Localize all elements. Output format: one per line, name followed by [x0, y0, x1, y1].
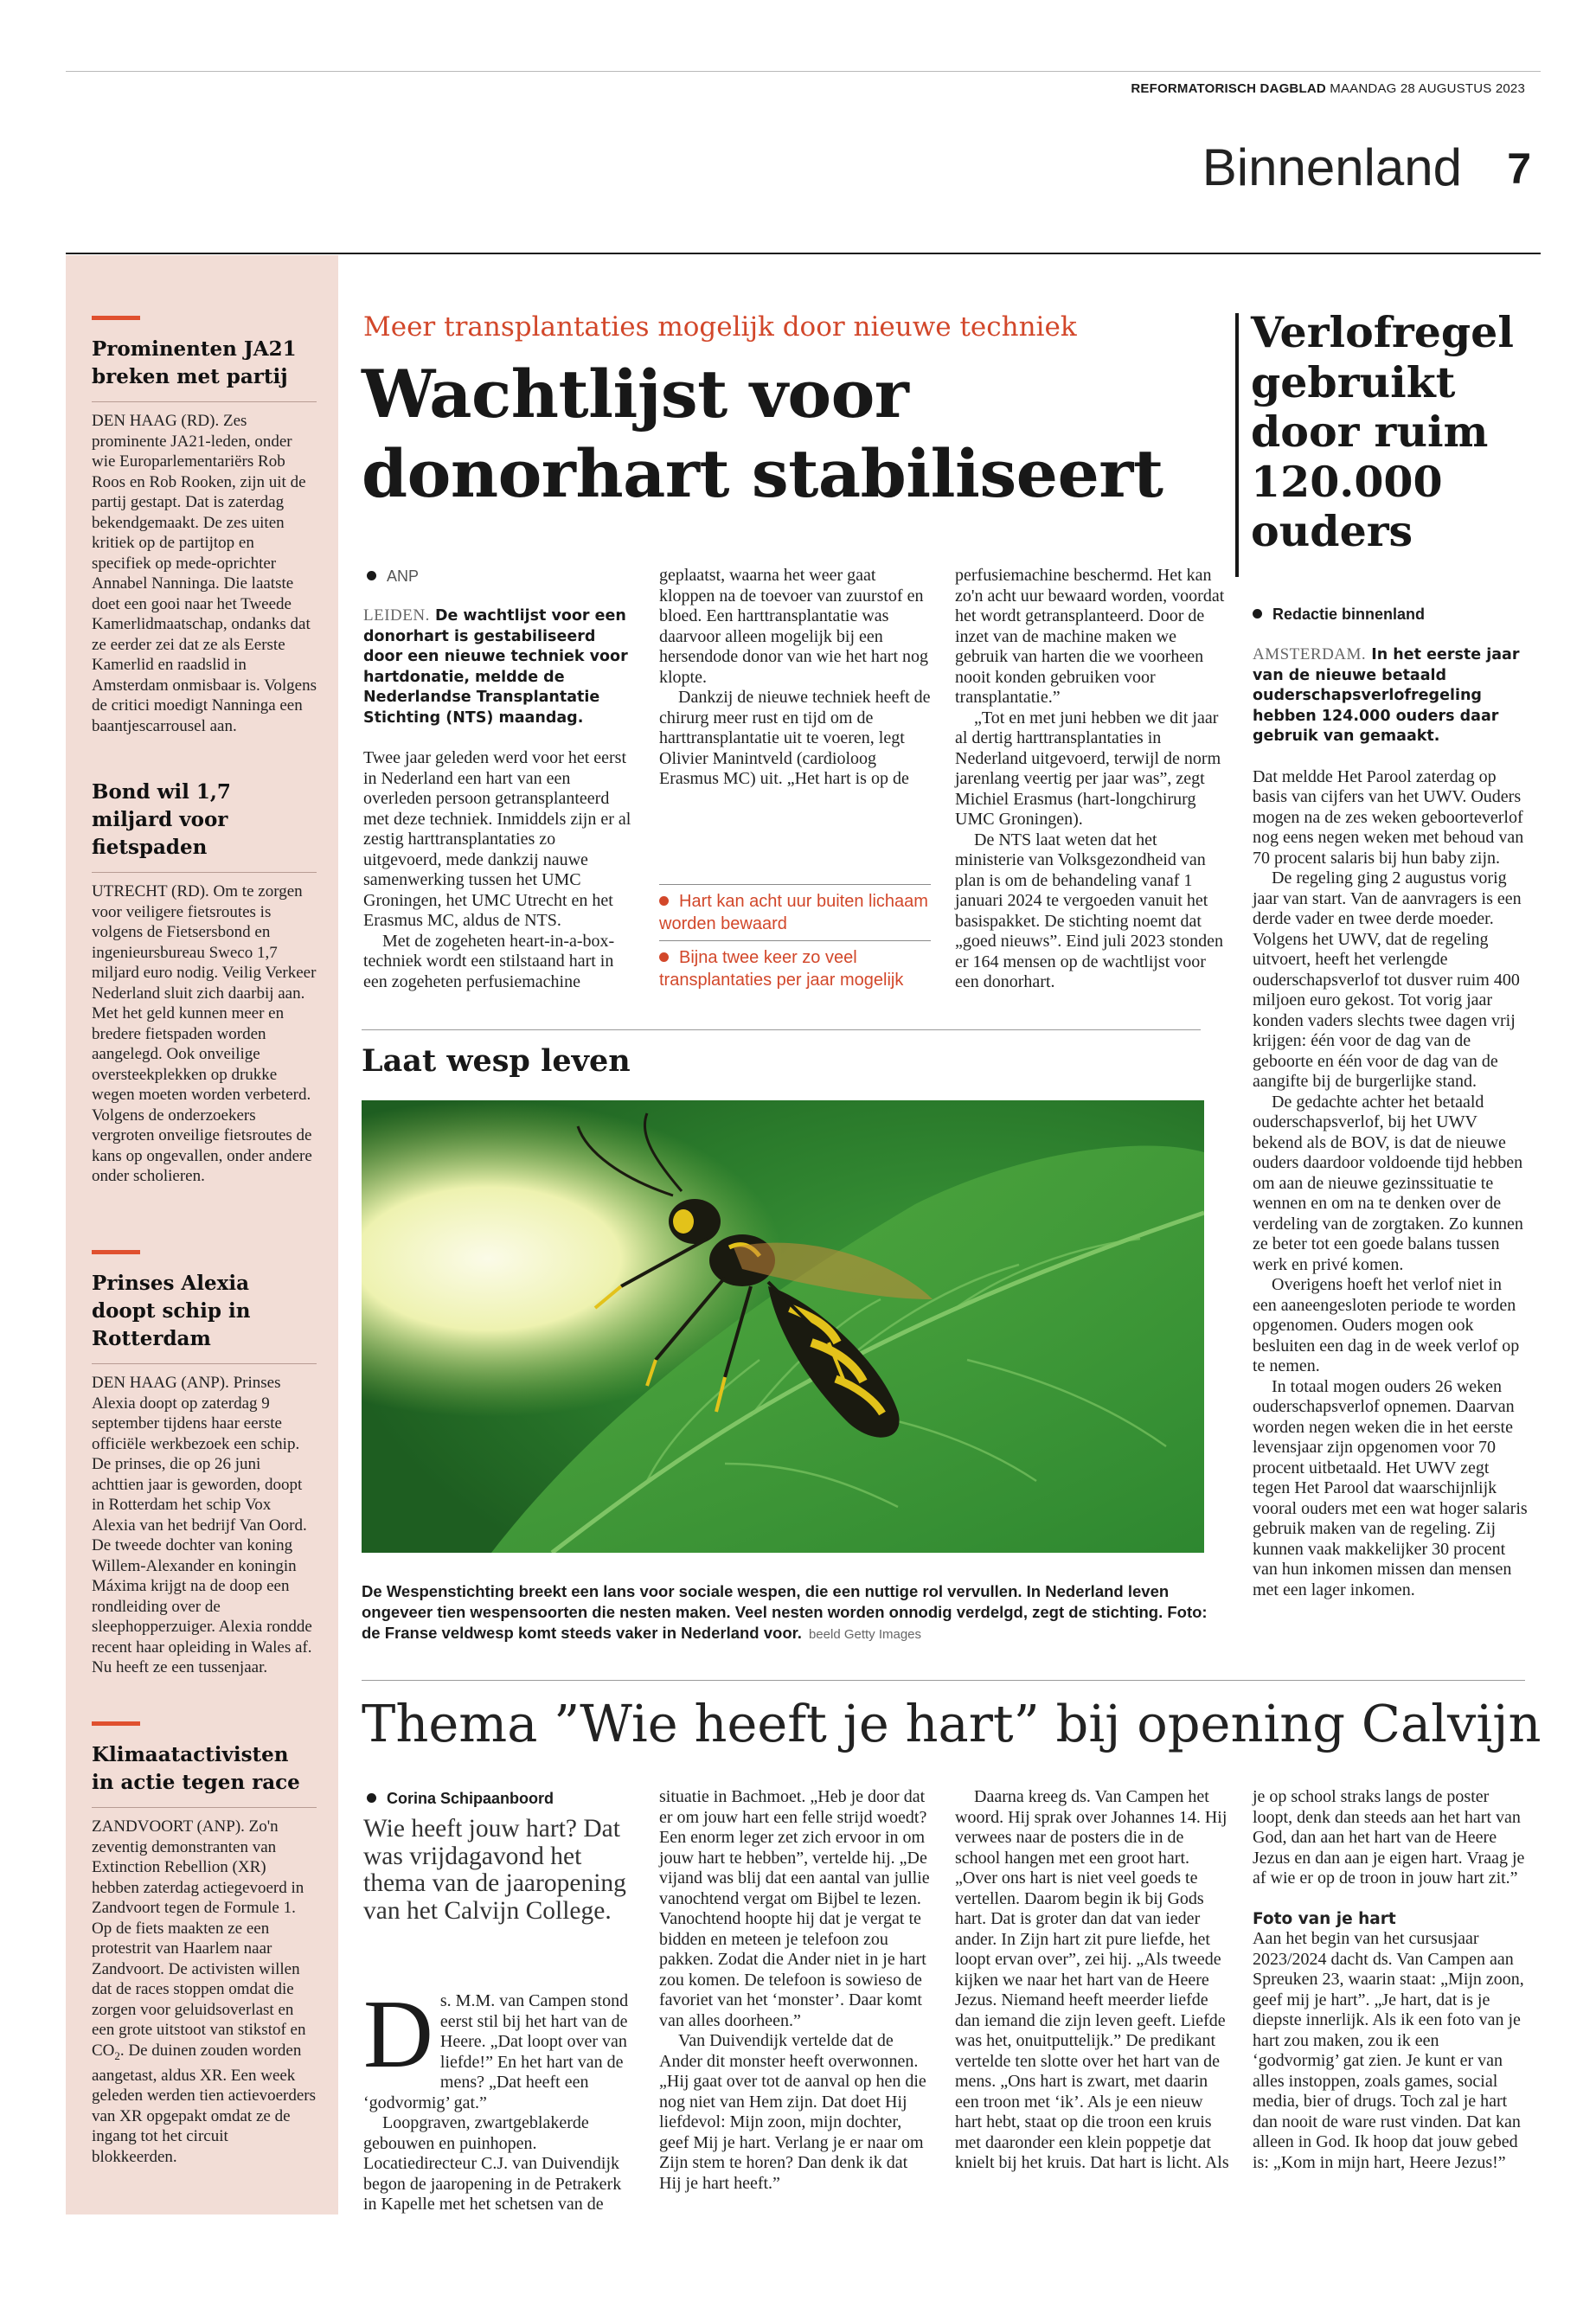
dateline: LEIDEN. — [363, 606, 430, 625]
paragraph: De regeling ging 2 augustus vorig jaar van start. Van de aanvragers is een derde vader en twee derde moeder. Volgens het UWV, dat de regeling uitvoert, heeft het verlengde ouderschapsverlof tot dusver ruim 400 miljoen euro gekost. Tot vorig jaar konden vaders slechts twee dagen vrij krijgen: één voor de dag van de geboorte en één voor de dag van de aangifte bij de burgerlijke stand. — [1253, 868, 1522, 1091]
article-byline — [367, 567, 419, 586]
paragraph: „Tot en met juni hebben we dit jaar al dertig harttransplantaties in Nederland uitgevoerd, terwijl de norm jarenlang veertig per jaar was”, zegt Michiel Erasmus (hart-longchirurg UMC Groningen). — [955, 708, 1221, 829]
brief-dash — [92, 1250, 140, 1254]
paragraph: Overigens hoeft het verlof niet in een aaneengesloten periode te worden opgenomen. Ouders mogen ook besluiten een dag in de week verlof op te nemen. — [1253, 1275, 1520, 1375]
header-rule — [66, 253, 1541, 254]
brief-ja21 — [92, 316, 317, 736]
wasp-on-leaf-image — [362, 1100, 1204, 1553]
paragraph: In totaal mogen ouders 26 weken ouderschapsverlof opnemen. Daarvan worden negen weken die in het eerste levensjaar zijn opgenomen voor 70 procent uitbetaald. Het UWV zegt tegen Het Parool dat waarschijnlijk vooral ouders met een wat hoger salaris gebruik maken van de regeling. Zij kunnen vaak makkelijker 30 procent van hun inkomen missen dan mensen met een lager inkomen. — [1253, 1376, 1528, 1599]
paragraph: s. M.M. van Campen stond eerst stil bij het hart van de Heere. „Dat loopt over van liefde!” En het hart van de mens? „Dat heeft een ‘godvormig’ gat.” — [363, 1991, 629, 2112]
byline-text: ANP — [387, 567, 420, 585]
dateline: AMSTERDAM. — [1253, 645, 1367, 663]
brief-body-part: ZANDVOORT (ANP). Zo'n zeventig demonstranten van Extinction Rebellion (XR) hebben zaterdag actiegevoerd in Zandvoort tegen de Formule 1. Op de fiets maakten ze een protestrit van Haarlem naar Zandvoort. De activisten willen dat de races stoppen omdat die zorgen voor geluidsoverlast en een grote uitstoot van stikstof en CO — [92, 1817, 306, 2060]
article-divider — [362, 1029, 1201, 1030]
article-kicker: Meer transplantaties mogelijk door nieuwe techniek — [363, 311, 1077, 343]
paragraph: situatie in Bachmoet. „Heb je door dat er om jouw hart een felle strijd woedt? Een enorm leger zet zich ervoor in om jouw hart te hebben”, vertelde hij. „De vijand was blij dat een aantal van jullie vanochtend vergat om Bijbel te lezen. Vanochtend hoopte hij dat je vergat te bidden en meteen je telefoon zou pakken. Zodat die Ander niet in je hart zou komen. De telefoon is sowieso de favoriet van het ‘monster’. Daar komt van alles doorheen.” — [659, 1787, 930, 2030]
news-briefs-sidebar — [66, 255, 338, 2214]
paragraph: Met de zogeheten heart-in-a-box-techniek wordt een stilstaand hart in een zogeheten perfusiemachine — [363, 931, 615, 991]
thema-column-1 — [363, 1981, 637, 2215]
article-column-3 — [955, 566, 1230, 993]
brief-body — [92, 1817, 317, 2167]
paragraph: Aan het begin van het cursusjaar 2023/2024 dacht ds. Van Campen aan Spreuken 23, waarin staat: „Mijn zoon, geef mij je hart”. „Je hart, dat is je diepste innerlijk. Als ik een foto van je hart zou maken, zou ik een ‘godvormig’ gat zien. Je kunt er van alles instoppen, zoals games, social media, bier of drugs. Toch zal je hart dan nooit de ware rust vinden. Dat kan alleen in God. Ik hoop dat jouw gebed is: „Kom in mijn hart, Heere Jezus!” — [1253, 1929, 1524, 2172]
byline-text: Corina Schipaanboord — [387, 1790, 554, 1807]
section-title: Binnenland — [1202, 138, 1462, 196]
thema-subhead: Foto van je hart — [1253, 1909, 1396, 1928]
paragraph: je op school straks langs de poster loopt, denk dan steeds aan het hart van God, dan aan het hart van de Heere Jezus en dan aan je eigen hart. Vraag je af wie er op de troon in jouw hart zit.” — [1253, 1787, 1525, 1888]
paragraph: Twee jaar geleden werd voor het eerst in Nederland een hart van een overleden persoon getransplanteerd met deze techniek. Inmiddels zijn er al zestig harttransplantaties zo uitgevoerd, mede dankzij nauwe samenwerking tussen het UMC Groningen, het UMC Utrecht en het Erasmus MC, aldus de NTS. — [363, 748, 631, 930]
brief-headline: Prominenten JA21 breken met partij — [92, 337, 297, 388]
bottom-divider — [362, 1680, 1525, 1681]
bullet-icon — [367, 1793, 376, 1803]
wasp-photo — [362, 1100, 1204, 1553]
brief-dash — [92, 316, 140, 320]
verlof-column — [1253, 644, 1528, 1600]
brief-fietspaden — [92, 779, 317, 1187]
paragraph: Loopgraven, zwartgeblakerde gebouwen en puinhopen. Locatiedirecteur C.J. van Duivendijk begon de jaaropening in de Petrakerk in Kapelle met het schetsen van de — [363, 2113, 622, 2214]
thema-byline — [367, 1790, 554, 1808]
masthead — [1131, 81, 1525, 96]
bullet-icon — [367, 571, 376, 580]
verlof-byline — [1253, 606, 1425, 624]
brief-headline: Prinses Alexia doopt schip in Rotterdam — [92, 1272, 251, 1350]
paragraph: De gedachte achter het betaald ouderschapsverlof, bij het UWV bekend als de BOV, is dat de nieuwe ouders daardoor voldoende tijd hebben om aan de nieuwe gezinssituatie te wennen en om na te denken over de verdeling van de zorgtaken. Zo kunnen ze beter tot een goede balans tussen werk en privé komen. — [1253, 1092, 1523, 1274]
paragraph: Van Duivendijk vertelde dat de Ander dit monster heeft overwonnen. „Hij gaat over tot de aanval op hen die nog niet van Hem zijn. Dat doet Hij liefdevol: Mijn zoon, mijn dochter, geef Mij je hart. Verlang je er naar om Zijn stem te horen? Dan denk ik dat Hij je hart heeft.” — [659, 2031, 926, 2193]
thema-column-2 — [659, 1787, 933, 2194]
verlof-accent-rule — [1235, 313, 1239, 577]
paragraph: Dat meldde Het Parool zaterdag op basis van cijfers van het UWV. Ouders mogen na de zes weken geboorteverlof nog eens negen weken met behoud van 70 procent salaris bij hun baby zijn. — [1253, 766, 1524, 868]
brief-body-subscript: 2 — [114, 2048, 120, 2062]
thema-column-3 — [955, 1787, 1230, 2174]
article-headline: Wachtlijst voor donorhart stabiliseert — [362, 356, 1163, 512]
brief-rule — [92, 1807, 317, 1808]
byline-text: Redactie binnenland — [1272, 606, 1426, 623]
thema-column-4 — [1253, 1787, 1528, 2173]
pull-quote — [659, 885, 931, 940]
brief-body: DEN HAAG (ANP). Prinses Alexia doopt op zaterdag 9 september tijdens haar eerste officiële werkbezoek een schip. De prinses, die op 26 juni achttien jaar is geworden, doopt in Rotterdam het schip Vox Alexia van het bedrijf Van Oord. De tweede dochter van koning Willem-Alexander en koningin Máxima krijgt na de doop een rondleiding over de sleephopperzuiger. Alexia rondde recent haar opleiding in Wales af. Nu heeft ze een tussenjaar. — [92, 1374, 312, 1676]
bullet-icon — [1253, 609, 1262, 619]
verlof-lead: In het eerste jaar van de nieuwe betaald ouderschapsverlofregeling hebben 124.000 ouders daar gebruik van gemaakt. — [1253, 646, 1520, 745]
paragraph: perfusiemachine beschermd. Het kan zo'n acht uur bewaard worden, voordat het wordt getransplanteerd. Door de inzet van de machine maken we gebruik van harten die we voorheen nooit konden gebruiken voor transplantatie.” — [955, 566, 1225, 707]
issue-date: MAANDAG 28 AUGUSTUS 2023 — [1330, 81, 1525, 96]
thema-intro: Wie heeft jouw hart? Dat was vrijdagavond het thema van de jaaropening van het Calvijn College. — [363, 1815, 626, 1925]
brief-body: UTRECHT (RD). Om te zorgen voor veiligere fietsroutes is volgens de Fietsersbond en ingenieursbureau Sweco 1,7 miljard euro nodig. Veilig Verkeer Nederland sluit zich daarbij aan. Met het geld kunnen meer en bredere fietspaden worden aangelegd. Ook onveilige oversteekplekken op drukke wegen moeten worden verbeterd. Volgens de onderzoekers vergroten onveilige fietsroutes de kans op ongevallen, onder andere onder scholieren. — [92, 882, 317, 1185]
page-number: 7 — [1507, 144, 1531, 193]
article-column-1 — [363, 606, 637, 992]
thema-headline: Thema ”Wie heeft je hart” bij opening Calvijn — [362, 1694, 1542, 1753]
brief-dash — [92, 1721, 140, 1726]
bullet-icon — [659, 896, 669, 906]
pull-quote — [659, 941, 931, 997]
article-column-2 — [659, 566, 933, 790]
article-lead: De wachtlijst voor een donorhart is gestabiliseerd door een nieuwe techniek voor hartdonatie, meldde de Nederlandse Transplantatie Stichting (NTS) maandag. — [363, 607, 628, 727]
brief-rule — [92, 1363, 317, 1364]
photo-title: Laat wesp leven — [362, 1043, 631, 1079]
brief-body-part: . De duinen zouden worden aangetast, aldus XR. Een week geleden werden tien actievoerders van XR opgepakt omdat ze de ingang tot het circuit blokkeerden. — [92, 2041, 317, 2166]
paragraph: geplaatst, waarna het weer gaat kloppen na de toevoer van zuurstof en bloed. Een harttransplantatie was daarvoor alleen mogelijk bij een hersendode donor van wie het hart nog klopte. — [659, 566, 929, 687]
brief-rule — [92, 872, 317, 873]
paragraph: Daarna kreeg ds. Van Campen het woord. Hij sprak over Johannes 14. Hij verwees naar de posters die in de school hangen met een groot hart. „Over ons hart is niet veel goeds te vertellen. Daarom begin ik bij Gods hart. Dat is groter dan dat van ieder ander. In Zijn hart zit pure liefde, het loopt ervan over”, zei hij. „Als tweede kijken we naar het hart van de Heere Jezus. Niemand heeft meerder liefde dan iemand die zijn leven geeft. Liefde was het, onuitputtelijk.” De predikant vertelde ten slotte over het hart van de mens. „Ons hart is zwart, met daarin een troon met ‘ik’. Als je een nieuw hart hebt, staat op die troon een kruis met daaronder een klein poppetje dat knielt bij het kruis. Dat hart is licht. Als — [955, 1787, 1229, 2172]
photo-credit: beeld Getty Images — [808, 1627, 922, 1642]
brief-body: DEN HAAG (RD). Zes prominente JA21-leden, onder wie Europarlementariërs Rob Roos en Rob Rooken, zijn uit de partij gestapt. Dat is zaterdag bekendgemaakt. De zes uiten kritiek op de partijtop en specifiek op mede-oprichter Annabel Nanninga. Die laatste doet een gooi naar het Tweede Kamerlidmaatschap, ondanks dat ze eerder zei dat ze als Eerste Kamerlid en raadslid in Amsterdam onmisbaar is. Volgens de critici moedigt Nanninga een baantjescarrousel aan. — [92, 412, 317, 735]
paper-name: REFORMATORISCH DAGBLAD — [1131, 81, 1326, 96]
brief-alexia — [92, 1250, 317, 1678]
drop-cap: D — [363, 1981, 433, 2088]
brief-klimaat — [92, 1721, 317, 2167]
top-rule — [66, 71, 1541, 72]
paragraph: De NTS laat weten dat het ministerie van Volksgezondheid van plan is om de behandeling vanaf 1 januari 2024 te vergoeden vanuit het basispakket. De stichting noemt dat „goed nieuws”. Eind juli 2023 stonden er 164 mensen op de wachtlijst voor een donorhart. — [955, 830, 1223, 991]
pull-quotes — [659, 884, 931, 997]
verlof-headline: Verlofregel gebruikt door ruim 120.000 ouders — [1251, 307, 1514, 556]
brief-headline: Bond wil 1,7 miljard voor fietspaden — [92, 780, 231, 859]
paragraph: Dankzij de nieuwe techniek heeft de chirurg meer rust en tijd om de harttransplantatie uit te voeren, legt Olivier Manintveld (cardioloog Erasmus MC) uit. „Het hart is op de — [659, 688, 931, 788]
brief-headline: Klimaatactivisten in actie tegen race — [92, 1743, 300, 1794]
pull-quote-text: Bijna twee keer zo veel transplantaties per jaar mogelijk — [659, 948, 904, 990]
pull-quote-text: Hart kan acht uur buiten lichaam worden bewaard — [659, 892, 928, 933]
caption-text: De Wespenstichting breekt een lans voor sociale wespen, die een nuttige rol vervullen. In Nederland leven ongeveer tien wespensoorten die nesten maken. Veel nesten worden onnodig verdelgd, zegt de stichting. Foto: de Franse veldwesp komt steeds vaker in Nederland voor. — [362, 1582, 1208, 1642]
bullet-icon — [659, 952, 669, 962]
photo-caption — [362, 1581, 1209, 1645]
brief-rule — [92, 401, 317, 402]
